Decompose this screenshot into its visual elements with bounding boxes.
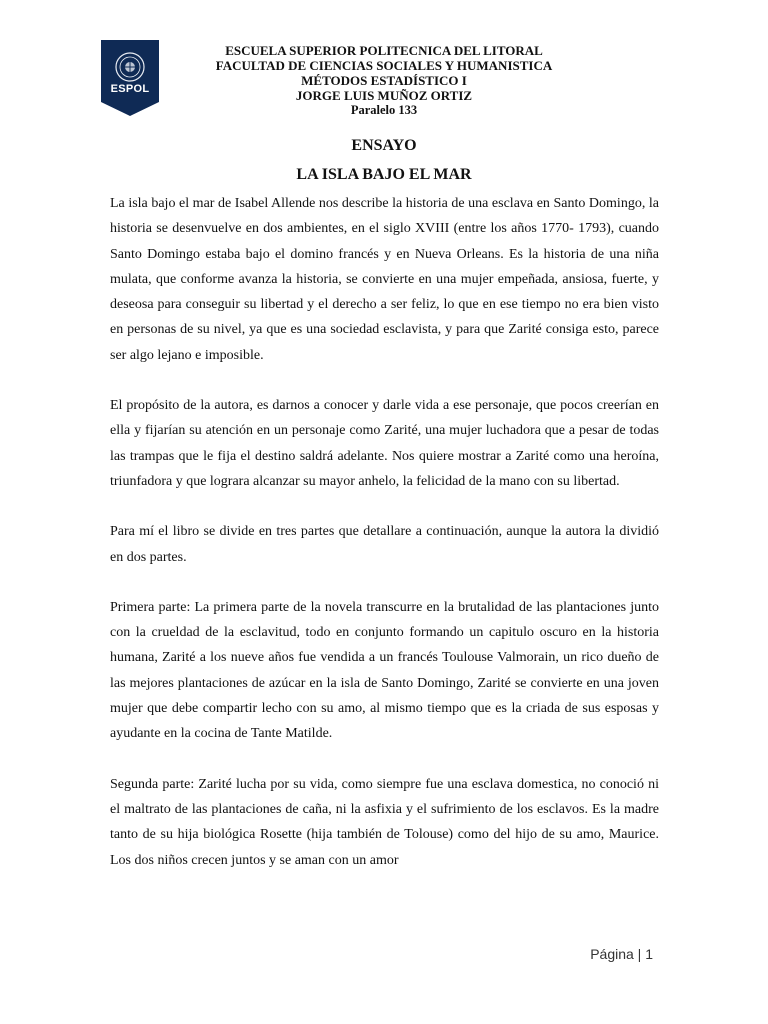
course-name: MÉTODOS ESTADÍSTICO I <box>301 73 467 88</box>
institution-name: ESCUELA SUPERIOR POLITECNICA DEL LITORAL <box>225 43 543 58</box>
paragraph: Segunda parte: Zarité lucha por su vida, como siempre fue una esclava domestica, no conoció ni el maltrato de las plantaciones de caña, ni la asfixia y el sufrimiento de los esclavos. Es la madre tanto de su hija biológica Rosette (hija también de Tolouse) como del hijo de su amo, Maurice. Los dos niños crecen juntos y se aman con un amor <box>110 776 659 868</box>
paragraph: El propósito de la autora, es darnos a conocer y darle vida a ese personaje, que pocos creerían en ella y fijarían su atención en un personaje como Zarité, una mujer luchadora que a pesar de todas las trampas que le fija el destino saldrá adelante. Nos quiere mostrar a Zarité como una heroína, triunfadora y que lograra alcanzar su mayor anhelo, la felicidad de la mano con su libertad. <box>110 398 659 489</box>
paragraph: La isla bajo el mar de Isabel Allende nos describe la historia de una esclava en Santo Domingo, la historia se desenvuelve en dos ambientes, en el siglo XVIII (entre los años 1770- 1793), cuando Santo Domingo estaba bajo el domino francés y en Nueva Orleans. Es la historia de una niña mulata, que conforme avanza la historia, se convierte en una mujer empeñada, ansiosa, fuerte, y deseosa para conseguir su libertad y el derecho a ser feliz, lo que en ese tiempo no era bien visto en personas de su nivel, ya que es una sociedad esclavista, y para que Zarité consiga esto, parece ser algo lejano e imposible. <box>110 196 659 363</box>
espol-logo <box>101 40 159 116</box>
paragraph: Para mí el libro se divide en tres partes que detallare a continuación, aunque la autora la dividió en dos partes. <box>110 524 659 565</box>
section-number: Paralelo 133 <box>350 103 418 117</box>
logo-text: ESPOL <box>110 83 150 95</box>
espol-shield-icon <box>101 40 159 116</box>
essay-body <box>110 191 659 898</box>
page-number: Página | 1 <box>590 946 653 962</box>
document-subtitle: LA ISLA BAJO EL MAR <box>296 166 472 183</box>
document-title: ENSAYO <box>351 137 417 154</box>
author-name: JORGE LUIS MUÑOZ ORTIZ <box>295 88 473 103</box>
faculty-name: FACULTAD DE CIENCIAS SOCIALES Y HUMANISTICA <box>215 58 553 73</box>
document-header <box>160 43 608 118</box>
paragraph: Primera parte: La primera parte de la novela transcurre en la brutalidad de las plantaciones junto con la crueldad de la esclavitud, todo en conjunto formando un capitulo oscuro en la historia humana, Zarité a los nueve años fue vendida a un francés Toulouse Valmorain, un rico dueño de las mejores plantaciones de azúcar en la isla de Santo Domingo, Zarité se convierte en una joven mujer que debe compartir lecho con su amo, al mismo tiempo que es la criada de sus esposas y ayudante en la cocina de Tante Matilde. <box>110 599 659 742</box>
